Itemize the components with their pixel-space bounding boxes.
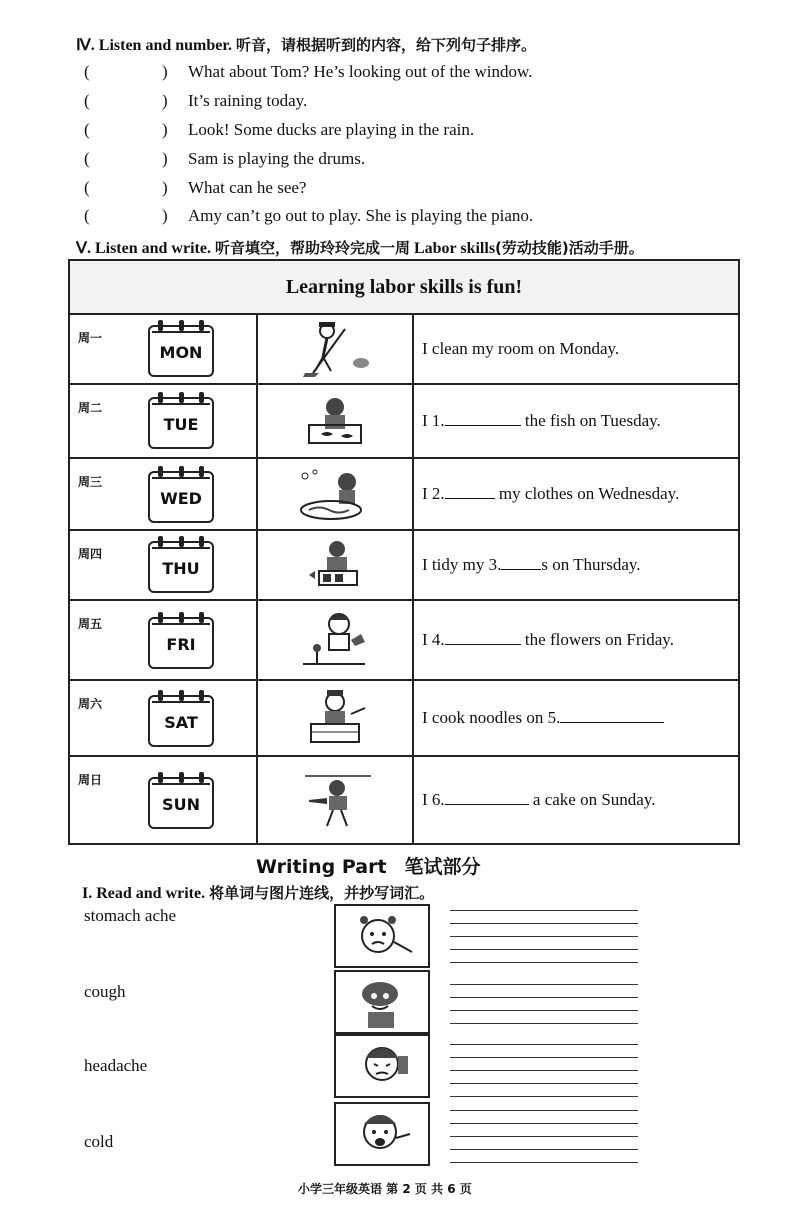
answer-blank[interactable]: [445, 484, 495, 499]
writing-part-title: [256, 852, 481, 879]
sick-child-icon: [336, 1104, 428, 1164]
calendar-icon: [148, 695, 214, 747]
answer-blank[interactable]: [560, 708, 664, 723]
illness-picture[interactable]: [334, 970, 430, 1034]
page-footer: 小学三年级英语 第 2 页 共 6 页: [298, 1182, 472, 1196]
activity-picture: [257, 530, 413, 600]
illness-picture[interactable]: [334, 1102, 430, 1166]
sentence-text: the fish on Tuesday.: [520, 411, 661, 430]
labor-skills-table: [68, 259, 740, 845]
sentence-cell: [413, 530, 739, 600]
writing-lines[interactable]: [450, 1102, 638, 1167]
section-5-title-cn2: (劳动技能)活动手册。: [495, 239, 644, 257]
writing-section-1-title-en: I. Read and write.: [82, 885, 206, 902]
order-item-text: It’s raining today.: [188, 91, 308, 110]
day-label: TUE: [163, 415, 199, 434]
watering-flowers-icon: [275, 610, 395, 670]
order-item-text: What about Tom? He’s looking out of the window.: [188, 62, 533, 81]
answer-paren-close: ): [162, 62, 168, 81]
answer-paren-close: ): [162, 120, 168, 139]
calendar-icon: [148, 541, 214, 593]
calendar-icon: [148, 617, 214, 669]
section-5-title-en: Ⅴ. Listen and write.: [76, 240, 211, 257]
activity-picture: [257, 680, 413, 756]
day-cn-label: 周三: [78, 475, 103, 489]
answer-paren-close: ): [162, 149, 168, 168]
sentence-text: my clothes on Wednesday.: [494, 484, 680, 503]
table-row: [69, 384, 739, 458]
sentence-cell: [413, 314, 739, 384]
vocab-word[interactable]: stomach ache: [84, 906, 177, 925]
order-item-text: Look! Some ducks are playing in the rain.: [188, 120, 475, 139]
section-4-title-cn: 听音，请根据听到的内容，给下列句子排序。: [236, 36, 537, 54]
calendar-icon: [148, 397, 214, 449]
sentence-text: I clean my room on Monday.: [422, 339, 620, 358]
vocab-word[interactable]: cold: [84, 1132, 114, 1151]
answer-paren-close: ): [162, 91, 168, 110]
answer-paren-open[interactable]: (: [84, 120, 90, 139]
day-cn-label: 周一: [78, 331, 103, 345]
day-cn-label: 周二: [78, 401, 103, 415]
answer-paren-open[interactable]: (: [84, 178, 90, 197]
washing-clothes-icon: [275, 464, 395, 524]
sentence-cell: [413, 680, 739, 756]
sentence-cell: [413, 600, 739, 680]
activity-picture: [257, 756, 413, 844]
day-cell: [69, 314, 257, 384]
answer-paren-close: ): [162, 178, 168, 197]
sentence-cell: [413, 384, 739, 458]
feeding-fish-icon: [275, 391, 395, 451]
section-4-title: [76, 34, 536, 55]
sentence-text: I tidy my 3.: [422, 555, 502, 574]
writing-section-1-title: [82, 882, 434, 903]
answer-paren-open[interactable]: (: [84, 62, 90, 81]
order-item-text: Sam is playing the drums.: [188, 149, 366, 168]
sentence-cell: [413, 458, 739, 530]
writing-part-title-cn: 笔试部分: [404, 856, 481, 878]
making-cake-icon: [275, 770, 395, 830]
day-label: SAT: [164, 713, 198, 732]
day-label: THU: [162, 559, 200, 578]
section-5-title-en2: Labor skills: [413, 240, 496, 257]
table-row: [69, 600, 739, 680]
table-row: [69, 314, 739, 384]
sick-man-icon: [336, 1036, 428, 1096]
day-cn-label: 周五: [78, 617, 103, 631]
answer-blank[interactable]: [445, 790, 529, 805]
vocab-word[interactable]: cough: [84, 982, 126, 1001]
answer-paren-close: ): [162, 206, 168, 225]
table-row: [69, 530, 739, 600]
table-row: [69, 680, 739, 756]
cooking-noodles-icon: [275, 688, 395, 748]
calendar-icon: [148, 777, 214, 829]
sentence-text: I 1.: [422, 411, 445, 430]
sweeping-icon: [275, 319, 395, 379]
section-4-title-en: Ⅳ. Listen and number.: [76, 37, 232, 54]
writing-lines[interactable]: [450, 976, 638, 1028]
answer-blank[interactable]: [445, 630, 521, 645]
calendar-icon: [148, 471, 214, 523]
sentence-text: I 4.: [422, 630, 445, 649]
sentence-text: I 2.: [422, 484, 445, 503]
table-row: [69, 458, 739, 530]
tidying-icon: [275, 535, 395, 595]
activity-picture: [257, 458, 413, 530]
order-item-text: Amy can’t go out to play. She is playing the piano.: [188, 206, 534, 225]
activity-picture: [257, 600, 413, 680]
writing-lines[interactable]: [450, 1036, 638, 1101]
order-item-text: What can he see?: [188, 178, 307, 197]
day-label: WED: [160, 489, 202, 508]
day-cell: [69, 530, 257, 600]
writing-part-title-en: Writing Part: [256, 856, 387, 878]
section-5-title-cn: 听音填空，帮助玲玲完成一周: [214, 239, 410, 257]
day-label: SUN: [162, 795, 200, 814]
day-label: FRI: [166, 635, 196, 654]
sick-boy-icon: [336, 972, 428, 1032]
day-cn-label: 周日: [78, 773, 103, 787]
day-cell: [69, 756, 257, 844]
day-cell: [69, 384, 257, 458]
answer-paren-open[interactable]: (: [84, 206, 90, 225]
day-cell: [69, 680, 257, 756]
answer-blank[interactable]: [445, 411, 521, 426]
activity-picture: [257, 314, 413, 384]
activity-picture: [257, 384, 413, 458]
illness-picture[interactable]: [334, 1034, 430, 1098]
sentence-text: I cook noodles on 5.: [422, 708, 561, 727]
sentence-text: a cake on Sunday.: [528, 790, 656, 809]
day-cn-label: 周六: [78, 697, 103, 711]
answer-paren-open[interactable]: (: [84, 91, 90, 110]
writing-lines[interactable]: [450, 902, 638, 967]
writing-section-1-title-cn: 将单词与图片连线，并抄写词汇。: [209, 884, 435, 902]
sentence-text: s on Thursday.: [541, 555, 641, 574]
vocab-word[interactable]: headache: [84, 1056, 148, 1075]
day-cell: [69, 600, 257, 680]
table-title: [69, 260, 739, 314]
sentence-text: I 6.: [422, 790, 445, 809]
illness-picture[interactable]: [334, 904, 430, 968]
day-label: MON: [159, 343, 203, 362]
sick-girl-icon: [336, 906, 428, 966]
answer-paren-open[interactable]: (: [84, 149, 90, 168]
section-5-title: [76, 237, 644, 258]
table-title-text: Learning labor skills is fun!: [285, 275, 523, 298]
calendar-icon: [148, 325, 214, 377]
day-cn-label: 周四: [78, 547, 103, 561]
sentence-cell: [413, 756, 739, 844]
table-row: [69, 756, 739, 844]
day-cell: [69, 458, 257, 530]
answer-blank[interactable]: [501, 555, 541, 570]
sentence-text: the flowers on Friday.: [520, 630, 674, 649]
